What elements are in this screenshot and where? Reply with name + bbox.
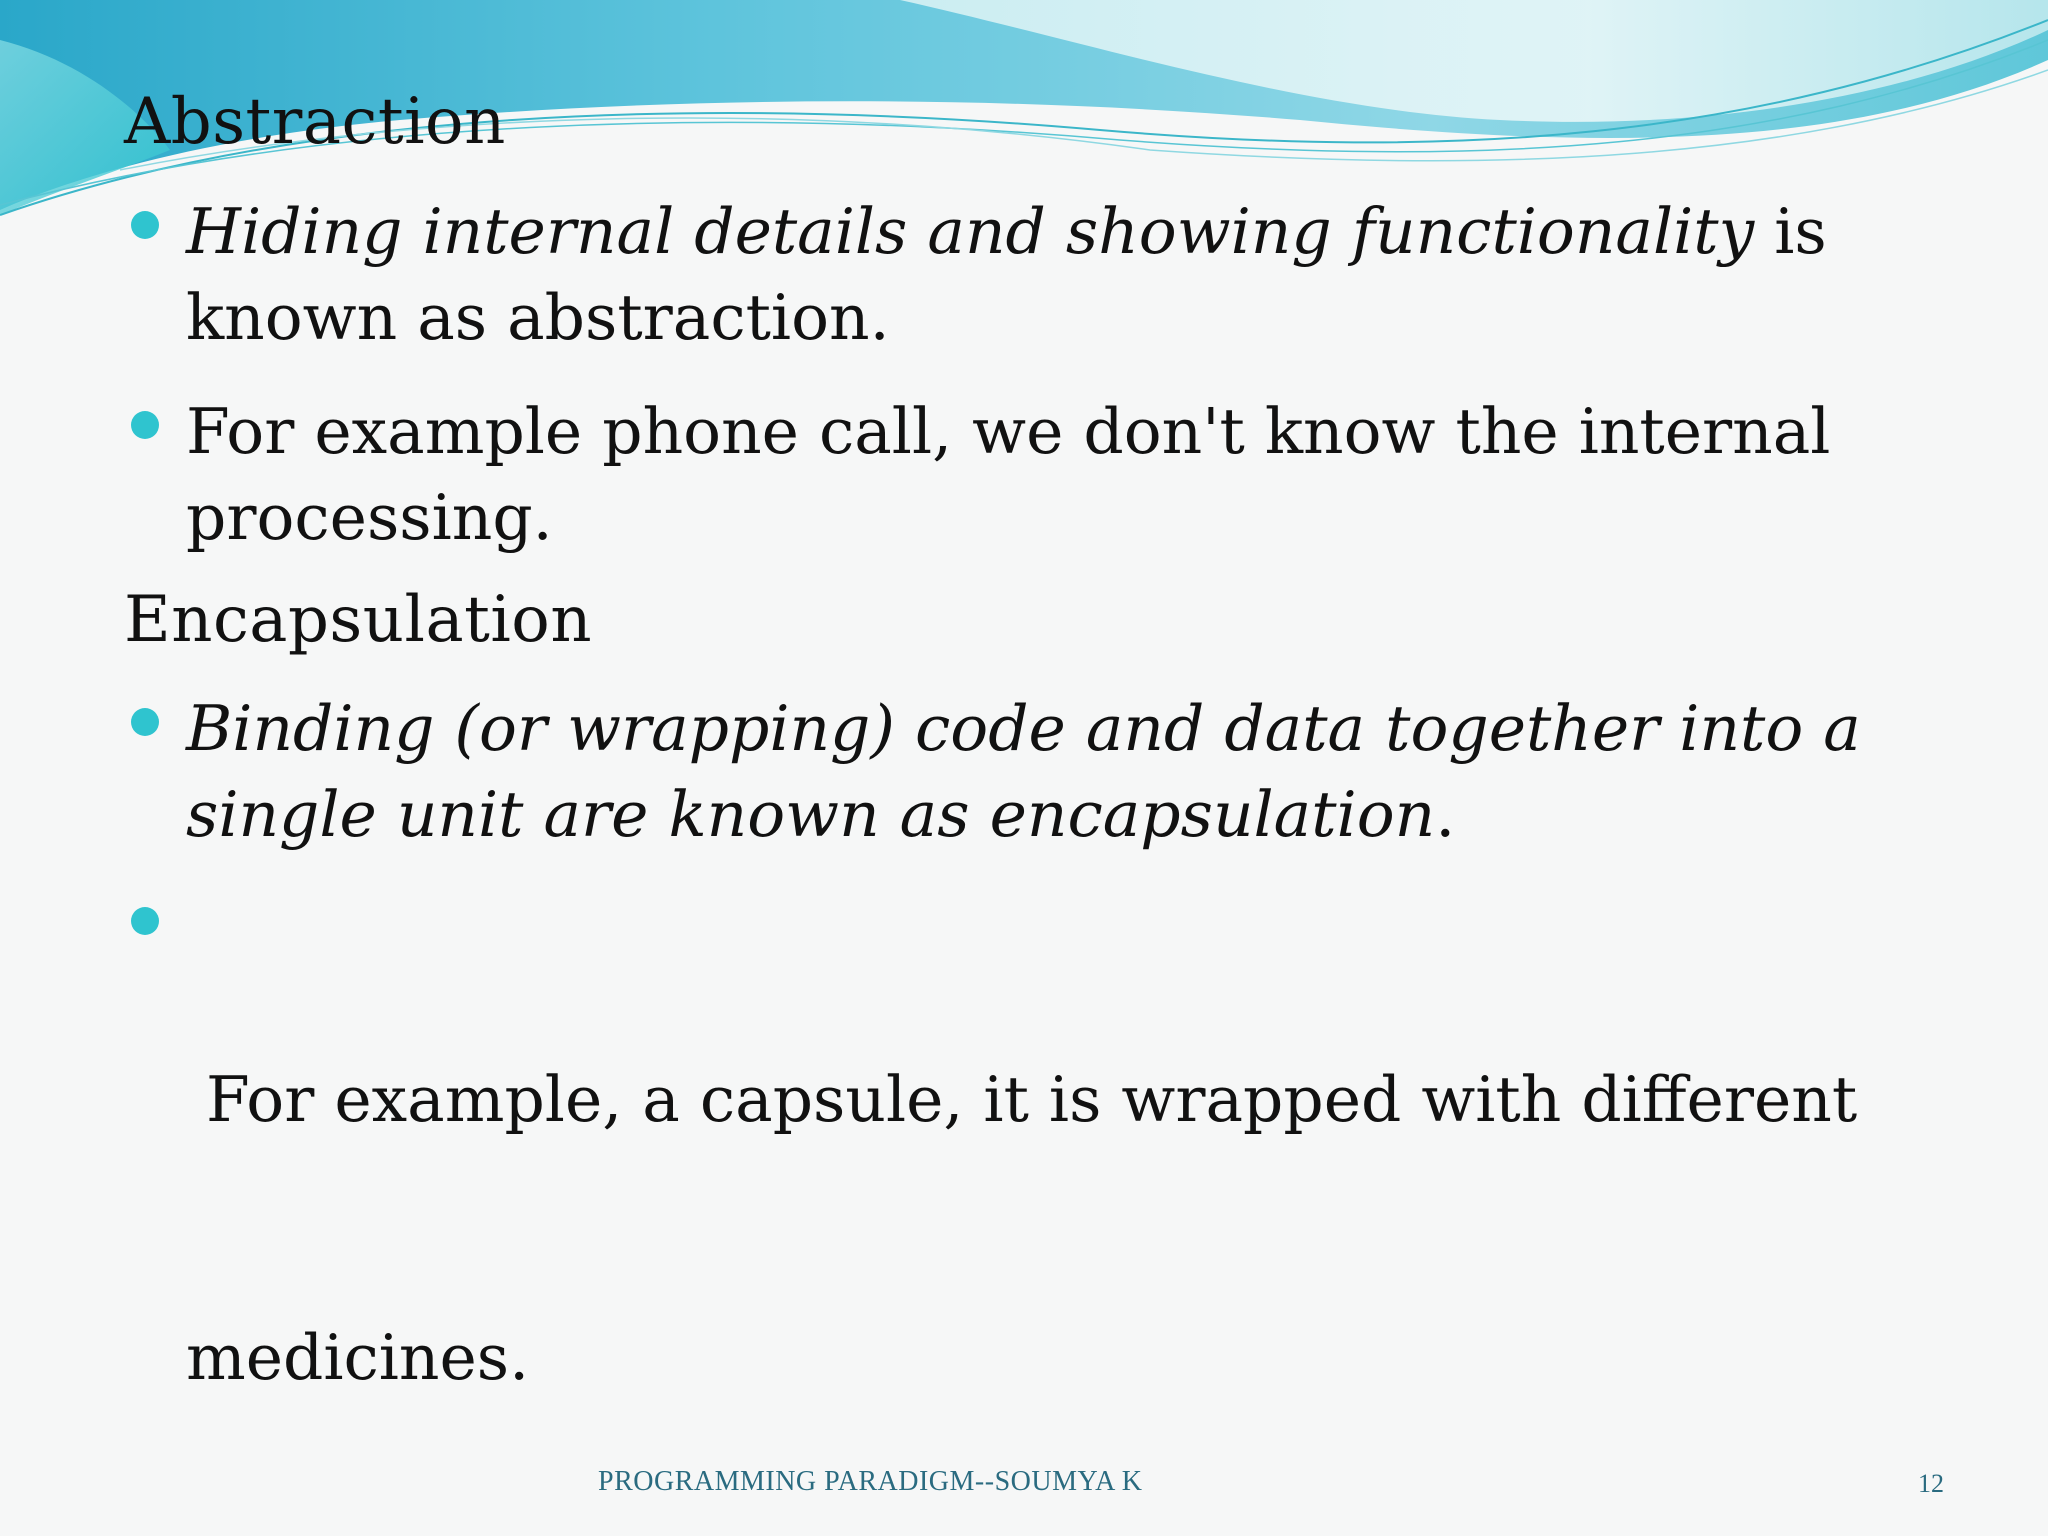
bullet-line-2 [186,772,1861,858]
bullet-encapsulation-example [186,885,1857,1536]
page-number: 12 [1918,1469,1944,1498]
italic-definition-text: Hiding internal details and showing functionality [186,195,1755,268]
bullet-dot-icon [131,907,159,935]
bullet-dot-icon [131,211,159,239]
slide-footer: PROGRAMMING PARADIGM--SOUMYA K [598,1466,1143,1497]
line-2-period: . [1435,778,1456,851]
bullet-line-2: processing. [186,481,553,554]
bullet-abstraction-definition [186,189,1827,361]
bullet-abstraction-example [186,389,1830,561]
definition-text-rest: is [1754,195,1827,268]
bullet-dot-icon [131,708,159,736]
bullet-encapsulation-definition [186,686,1861,858]
heading-abstraction: Abstraction [124,85,506,159]
bullet-line-2: known as abstraction. [186,281,890,354]
bullet-line-1: Binding (or wrapping) code and data together into a [186,692,1861,765]
bullet-dot-icon [131,411,159,439]
bullet-line-2: medicines. [186,1321,530,1394]
bullet-line-1: For example phone call, we don't know the internal [186,395,1831,468]
heading-encapsulation: Encapsulation [124,583,593,657]
bullet-line-1 [186,189,1827,275]
italic-line-2: single unit are known as encapsulation [186,778,1436,851]
bullet-line-1: For example, a capsule, it is wrapped with different [186,1063,1858,1136]
